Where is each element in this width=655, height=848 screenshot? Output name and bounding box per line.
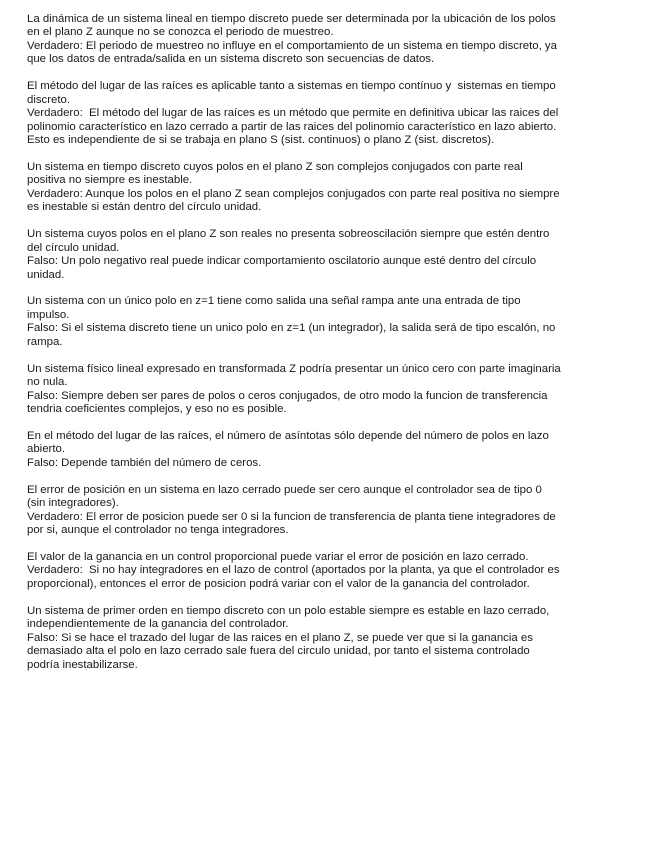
statement-line: impulso. — [27, 308, 70, 321]
question-item — [27, 80, 647, 147]
statement-line: abierto. — [27, 443, 65, 456]
question-item — [27, 228, 647, 282]
question-item — [27, 295, 647, 349]
answer-line: podría inestabilizarse. — [27, 658, 138, 671]
answer-line: demasiado alta el polo en lazo cerrado sale fuera del circulo unidad, por tanto el sistema controlado — [27, 645, 530, 658]
question-item — [27, 551, 647, 591]
statement-line: (sin integradores). — [27, 497, 119, 510]
answer-line: Verdadero: El periodo de muestreo no influye en el comportamiento de un sistema en tiempo discreto, ya — [27, 39, 557, 52]
answer-line: Esto es independiente de si se trabaja en plano S (sist. continuos) o plano Z (sist. discretos). — [27, 134, 495, 147]
answer-line: es inestable si están dentro del círculo unidad. — [27, 201, 262, 214]
answer-line: Falso: Un polo negativo real puede indicar comportamiento oscilatorio aunque esté dentro del círculo — [27, 255, 537, 268]
statement-line: no nula. — [27, 376, 68, 389]
statement-line: Un sistema de primer orden en tiempo discreto con un polo estable siempre es estable en lazo cerrado, — [27, 604, 550, 617]
answer-line: Verdadero: Aunque los polos en el plano Z sean complejos conjugados con parte real positiva no siempre — [27, 187, 560, 200]
question-item — [27, 13, 647, 67]
statement-line: Un sistema con un único polo en z=1 tiene como salida una señal rampa ante una entrada de tipo — [27, 295, 521, 308]
answer-line: tendria coeficientes complejos, y eso no es posible. — [27, 403, 287, 416]
answer-line: por si, aunque el controlador no tenga integradores. — [27, 524, 289, 537]
statement-line: Un sistema físico lineal expresado en transformada Z podría presentar un único cero con parte imaginaria — [27, 362, 561, 375]
answer-line: que los datos de entrada/salida en un sistema discreto son secuencias de datos. — [27, 53, 435, 66]
statement-line: Un sistema cuyos polos en el plano Z son reales no presenta sobreoscilación siempre que estén dentro — [27, 228, 550, 241]
question-item — [27, 430, 647, 470]
answer-line: Falso: Depende también del número de ceros. — [27, 456, 262, 469]
question-item — [27, 605, 647, 672]
document-body — [27, 13, 647, 686]
answer-line: Verdadero: El método del lugar de las raíces es un método que permite en definitiva ubicar las raices del — [27, 107, 559, 120]
statement-line: La dinámica de un sistema lineal en tiempo discreto puede ser determinada por la ubicación de los polos — [27, 13, 556, 25]
answer-line: unidad. — [27, 268, 65, 281]
statement-line: discreto. — [27, 93, 71, 106]
answer-line: Falso: Siempre deben ser pares de polos o ceros conjugados, de otro modo la funcion de transferencia — [27, 389, 548, 402]
answer-line: proporcional), entonces el error de posicion podrá variar con el valor de la ganancia del controlador. — [27, 577, 530, 590]
question-item — [27, 363, 647, 417]
statement-line: Un sistema en tiempo discreto cuyos polos en el plano Z son complejos conjugados con parte real — [27, 160, 523, 173]
answer-line: Verdadero: El error de posicion puede ser 0 si la funcion de transferencia de planta tiene integradores de — [27, 510, 556, 523]
statement-line: El valor de la ganancia en un control proporcional puede variar el error de posición en lazo cerrado. — [27, 551, 529, 563]
statement-line: En el método del lugar de las raíces, el número de asíntotas sólo depende del número de polos en lazo — [27, 429, 549, 442]
answer-line: polinomio característico en lazo cerrado a partir de las raices del polinomio característico en lazo abierto. — [27, 120, 557, 133]
statement-line: El error de posición en un sistema en lazo cerrado puede ser cero aunque el controlador sea de tipo 0 — [27, 483, 542, 496]
question-item — [27, 161, 647, 215]
answer-line: rampa. — [27, 335, 63, 348]
answer-line: Falso: Si se hace el trazado del lugar de las raices en el plano Z, se puede ver que si la ganancia es — [27, 631, 533, 644]
answer-line: Falso: Si el sistema discreto tiene un unico polo en z=1 (un integrador), la salida será de tipo escalón, no — [27, 322, 556, 335]
statement-line: positiva no siempre es inestable. — [27, 174, 193, 187]
answer-line: Verdadero: Si no hay integradores en el lazo de control (aportados por la planta, ya que el controlador es — [27, 564, 560, 577]
statement-line: del círculo unidad. — [27, 241, 120, 254]
question-item — [27, 484, 647, 538]
statement-line: independientemente de la ganancia del controlador. — [27, 618, 289, 631]
statement-line: en el plano Z aunque no se conozca el periodo de muestreo. — [27, 26, 334, 39]
statement-line: El método del lugar de las raíces es aplicable tanto a sistemas en tiempo contínuo y sistemas en tiempo — [27, 80, 556, 93]
